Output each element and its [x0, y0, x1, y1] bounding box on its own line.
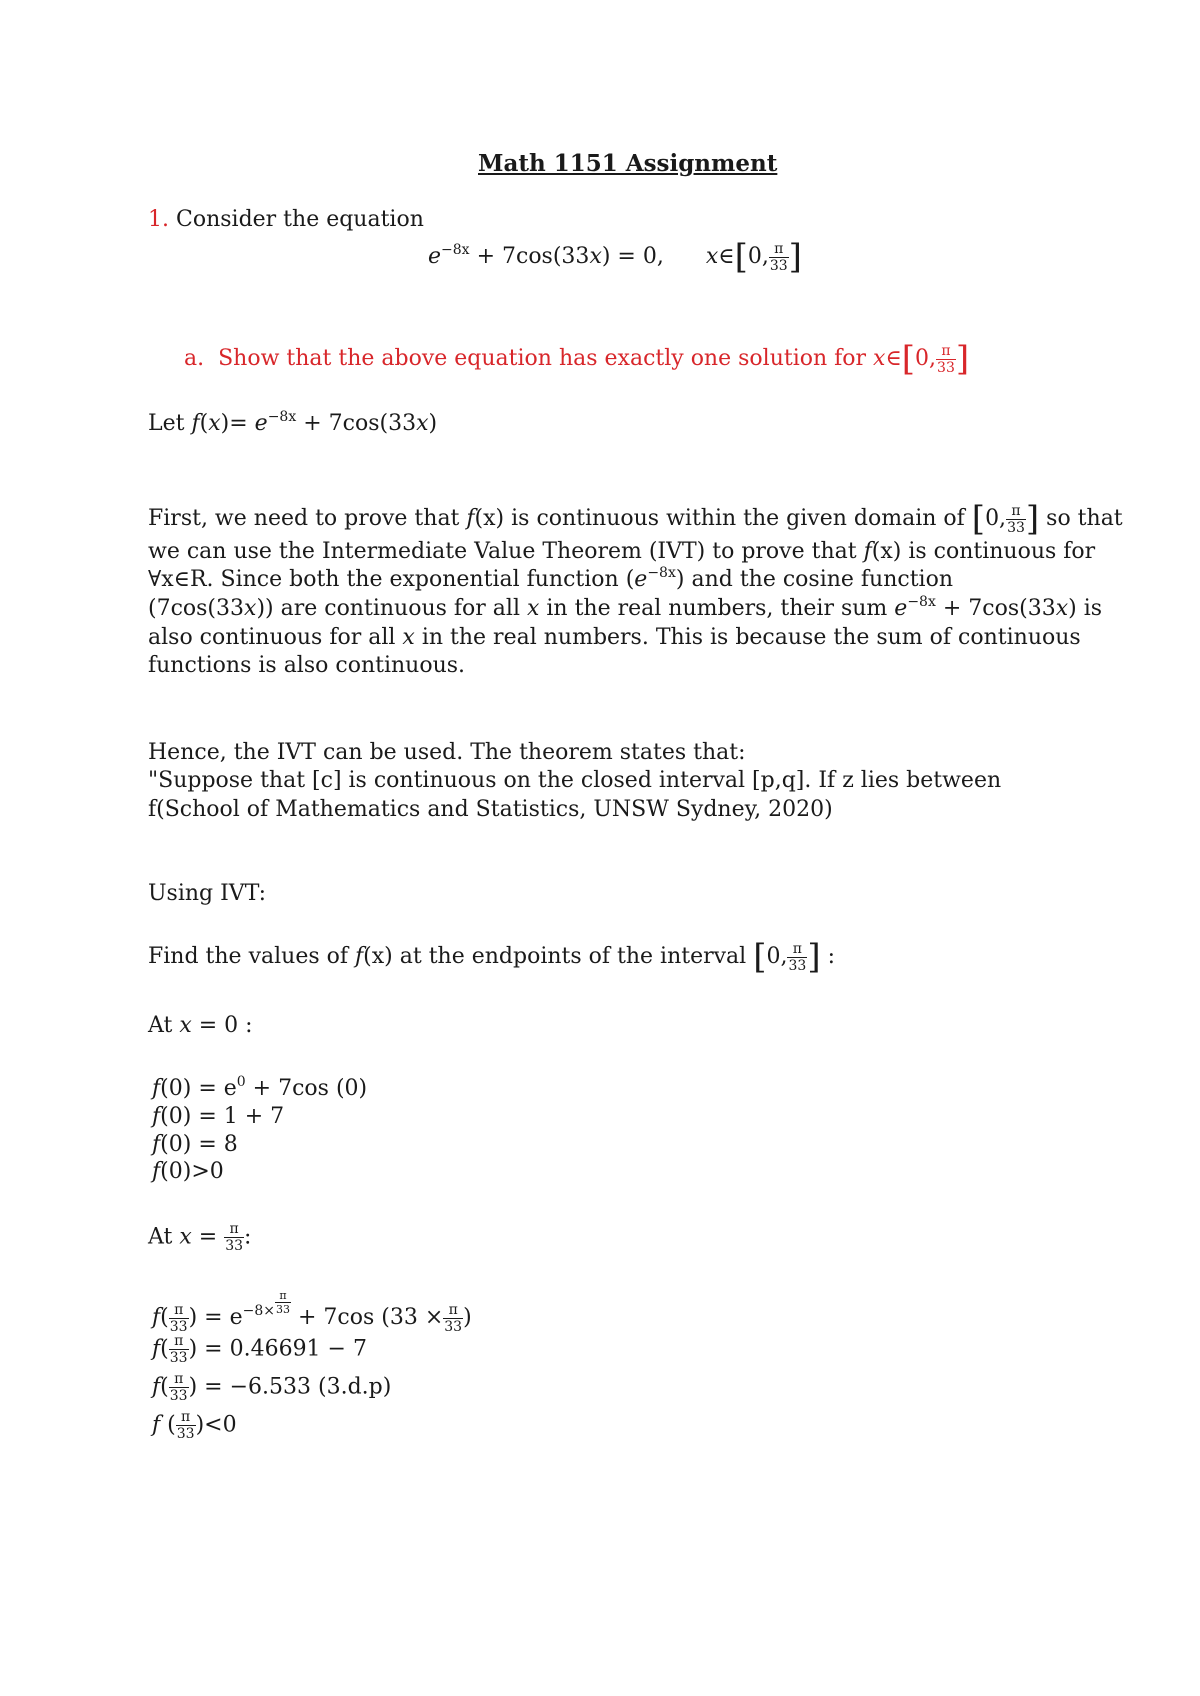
para2-line2: "Suppose that [c] is continuous on the closed interval [p,q]. If z lies between [148, 768, 1002, 793]
calc-fpi-line3: f( $\frac{\pi}{33}$ ) = −6.533 (3.d.p) [152, 1371, 392, 1404]
calc-f0-line1: $f(0) = e^0 + 7\cos$ (0) [152, 1074, 368, 1101]
para1-line5: also continuous for all x in the real numbers. This is because the sum of continuous [148, 625, 1081, 650]
part-a: a. Show that the above equation has exactly one solution for x∈[0, $\frac{\pi}{33}$ ] [184, 339, 970, 379]
let-definition: Let $f(x)= e^{-8x} + 7\cos(33x)$ [148, 409, 438, 436]
eq-zero: 0, [747, 244, 769, 269]
part-a-fraction: $\frac{\pi}{33}$ [937, 342, 955, 376]
eq-e: e [428, 244, 442, 269]
eq-x: x [589, 244, 602, 269]
para1-line6: functions is also continuous. [148, 653, 466, 678]
eq-exponent: −8x [441, 242, 470, 258]
at-x-pi-over-33: At x = $\frac{\pi}{33}$ : [148, 1221, 252, 1254]
main-equation [428, 237, 802, 277]
eq-left-bracket: [ [734, 237, 748, 277]
eq-middle: + 7cos(33 [469, 244, 590, 269]
eq-in: ∈ [718, 244, 735, 269]
para2-line1: Hence, the IVT can be used. The theorem states that: [148, 740, 746, 765]
para1-line2: we can use the Intermediate Value Theorem (IVT) to prove that f(x) is continuous for [148, 539, 1096, 564]
find-values-line: Find the values of f(x) at the endpoints of the interval [0, $\frac{\pi}{33}$ ] : [148, 937, 835, 977]
part-a-label: a. [184, 346, 205, 371]
eq-rest: ) = 0, [601, 244, 664, 269]
question-number: 1. [148, 207, 169, 232]
para1-line3: ∀x∈R. Since both the exponential function $(e^{-8x})$ and the cosine function [148, 565, 954, 592]
calc-f0-line3: f(0) = 8 [152, 1132, 238, 1157]
question-text: Consider the equation [176, 207, 424, 232]
calc-f0-line2: f(0) = 1 + 7 [152, 1104, 285, 1129]
para1-line4: (7cos(33x)) are continuous for all x in the real numbers, their sum $e^{-8x} + 7\cos(33x)$ is [148, 594, 1103, 621]
calc-fpi-line2: f( $\frac{\pi}{33}$ ) = 0.46691 − 7 [152, 1333, 367, 1366]
calc-fpi-line4: f ( $\frac{\pi}{33}$ )<0 [152, 1409, 237, 1442]
eq-x2: x [705, 244, 719, 269]
calc-f0-line4: f(0)>0 [152, 1159, 224, 1184]
using-ivt-heading: Using IVT: [148, 881, 266, 906]
eq-right-bracket: ] [788, 237, 802, 277]
part-a-in: ∈ [885, 346, 902, 371]
part-a-x: x [873, 346, 886, 371]
part-a-text: Show that the above equation has exactly one solution for [218, 346, 874, 371]
document-title: Math 1151 Assignment [478, 150, 778, 177]
calc-fpi-line1: f( $\frac{\pi}{33}$ ) = $e^{-8\times \frac{\pi}{33}}$ + 7cos (33 × $\frac{\pi}{33}$ ) [152, 1289, 472, 1335]
question-1 [148, 206, 424, 234]
para1-line1: First, we need to prove that f(x) is continuous within the given domain of [0, $\frac{\pi}{33}$ ] so that [148, 499, 1123, 539]
part-a-zero: 0, [915, 346, 937, 371]
eq-fraction: $\frac{\pi}{33}$ [769, 240, 788, 274]
para2-line3: f(School of Mathematics and Statistics, UNSW Sydney, 2020) [148, 797, 833, 822]
at-x-zero: At x = 0 : [148, 1013, 253, 1038]
